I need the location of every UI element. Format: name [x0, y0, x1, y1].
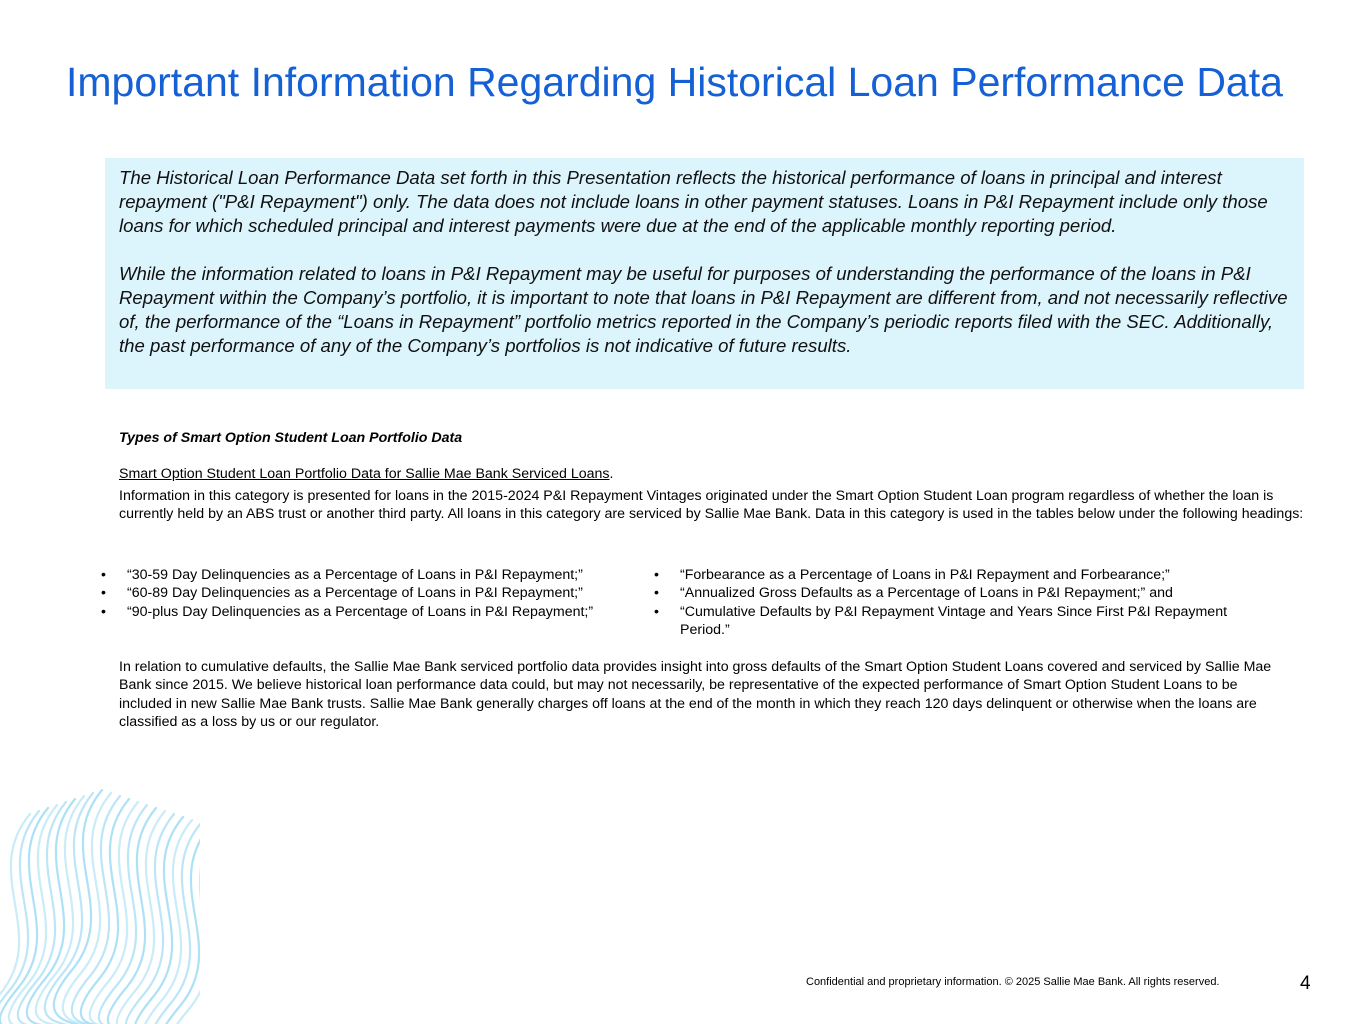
headings-list-right: [654, 566, 1234, 639]
wave-line: [0, 811, 39, 1024]
headings-list-left: [101, 566, 631, 621]
confidentiality-footer: Confidential and proprietary information. © 2025 Sallie Mae Bank. All rights reserved.: [806, 976, 1220, 988]
list-item: • “Forbearance as a Percentage of Loans in P&I Repayment and Forbearance;”: [654, 566, 1234, 584]
disclaimer-callout: [105, 158, 1304, 389]
list-item: • “30-59 Day Delinquencies as a Percentage of Loans in P&I Repayment;”: [101, 566, 631, 584]
list-item: • “60-89 Day Delinquencies as a Percentage of Loans in P&I Repayment;”: [101, 584, 631, 602]
callout-paragraph-2: While the information related to loans in P&I Repayment may be useful for purposes of understanding the performance of the loans in P&I Repayment within the Company’s portfolio, it is important to note that loans in P&I Repayment are different from, and not necessarily reflective of, the performance of the “Loans in Repayment” portfolio metrics reported in the Company’s periodic reports filed with the SEC. Additionally, the past performance of any of the Company’s portfolios is not indicative of future results.: [119, 263, 1288, 356]
page-title: Important Information Regarding Historical Loan Performance Data: [66, 59, 1283, 105]
list-item: • “90-plus Day Delinquencies as a Percentage of Loans in P&I Repayment;”: [101, 603, 631, 621]
list-item: • “Annualized Gross Defaults as a Percentage of Loans in P&I Repayment;” and: [654, 584, 1234, 602]
wave-line: [153, 823, 200, 1024]
callout-paragraph-1: The Historical Loan Performance Data set forth in this Presentation reflects the historical performance of loans in principal and interest repayment ("P&I Repayment") only. The data does not include loans in other payment statuses. Loans in P&I Repayment include only those loans for which scheduled principal and interest payments were due at the end of the applicable monthly reporting period.: [119, 167, 1268, 236]
decorative-wave-graphic: [0, 770, 200, 1024]
serviced-loans-heading: [119, 465, 1319, 483]
cumulative-defaults-text: In relation to cumulative defaults, the Sallie Mae Bank serviced portfolio data provides insight into gross defaults of the Smart Option Student Loans covered and serviced by Sallie Mae Bank since 2015. We believe historical loan performance data could, but may not necessarily, be representative of the expected performance of Smart Option Student Loans to be included in new Sallie Mae Bank trusts. Sallie Mae Bank generally charges off loans at the end of the month in which they reach 120 days delinquent or otherwise when the loans are classified as a loss by us or our regulator.: [119, 659, 1272, 730]
serviced-loans-heading-text: Smart Option Student Loan Portfolio Data for Sallie Mae Bank Serviced Loans: [119, 466, 610, 482]
category-info-text: Information in this category is presented for loans in the 2015-2024 P&I Repayment Vintages originated under the Smart Option Student Loan program regardless of whether the loan is currently held by an ABS trust or another third party. All loans in this category are serviced by Sallie Mae Bank. Data in this category is used in the tables below under the following headings:: [119, 488, 1304, 523]
page-number: 4: [1300, 973, 1311, 994]
serviced-loans-heading-period: .: [609, 466, 614, 482]
types-heading: Types of Smart Option Student Loan Portfolio Data: [119, 430, 463, 446]
list-item: • “Cumulative Defaults by P&I Repayment Vintage and Years Since First P&I Repayment Period.”: [654, 603, 1234, 640]
